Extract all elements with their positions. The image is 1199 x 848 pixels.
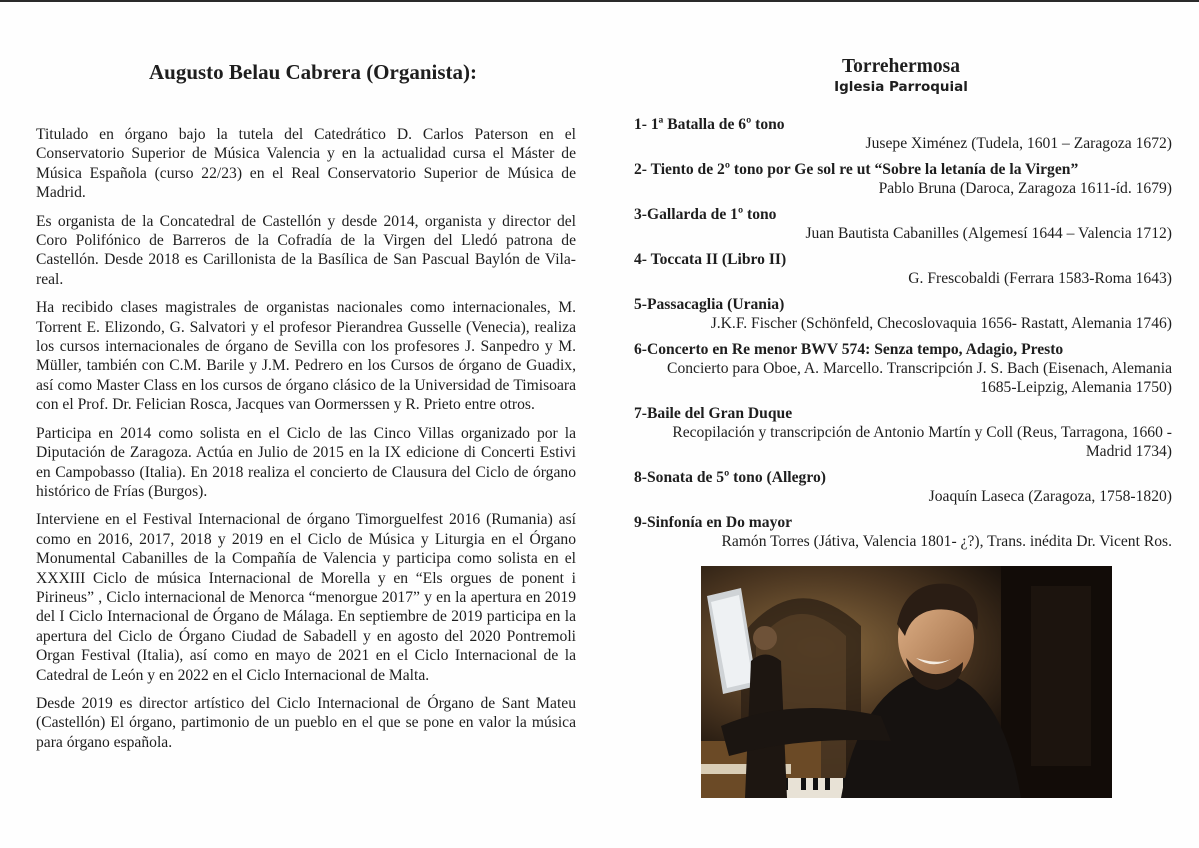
bio-paragraph-1: Titulado en órgano bajo la tutela del Catedrático D. Carlos Paterson en el Conservatorio Superior de Música Valencia y en la actualidad cursa el Máster de Música Española (curso 22/23) en el Real Conservatorio Superior de Música de Madrid. (36, 126, 576, 202)
piece-title: 2- Tiento de 2º tono por Ge sol re ut “Sobre la letanía de la Virgen” (634, 161, 1079, 178)
program-item (634, 205, 1172, 243)
program-item (634, 250, 1172, 288)
piece-title: 7-Baile del Gran Duque (634, 405, 793, 422)
bio-paragraph-3: Ha recibido clases magistrales de organistas nacionales como internacionales, M. Torrent E. Elizondo, G. Salvatori y el profesor Pierandrea Gusselle (Venecia), realiza los cursos internacionales de órgano de Sevilla con los profesores J. Sanpedro y M. Müller, también con C.M. Barile y J.M. Pedrero en los Cursos de órgano de Guadix, así como Master Class en los cursos de órgano clásico de la Universidad de Timisoara con el Prof. Dr. Felician Rosca, Jacques van Oormerssen y R. Prieto entre otros. (36, 299, 576, 414)
venue-title: Torrehermosa (841, 56, 961, 77)
biography-column (36, 60, 576, 761)
piece-title: 1- 1ª Batalla de 6º tono (634, 116, 785, 133)
piece-title: 6-Concerto en Re menor BWV 574: Senza tempo, Adagio, Presto (634, 341, 1064, 358)
program-list (634, 115, 1172, 551)
piece-composer: J.K.F. Fischer (Schönfeld, Checoslovaquia 1656- Rastatt, Alemania 1746) (710, 315, 1172, 332)
program-item (634, 513, 1172, 551)
program-item (634, 295, 1172, 333)
piece-composer: Joaquín Laseca (Zaragoza, 1758-1820) (928, 488, 1172, 505)
program-item (634, 340, 1172, 397)
bio-paragraph-4: Participa en 2014 como solista en el Ciclo de las Cinco Villas organizado por la Diputación de Zaragoza. Actúa en Julio de 2015 en la IX edicione di Concerti Estivi en Campobasso (Italia). En 2018 realiza el concierto de Clausura del Ciclo de órgano histórico de Frías (Burgos). (36, 424, 576, 500)
organist-heading: Augusto Belau Cabrera (Organista): (148, 60, 478, 84)
program-column (634, 56, 1172, 558)
organist-photo (701, 566, 1112, 798)
piece-title: 3-Gallarda de 1º tono (634, 206, 777, 223)
piece-composer: Jusepe Ximénez (Tudela, 1601 – Zaragoza 1672) (865, 135, 1172, 152)
bio-paragraph-6: Desde 2019 es director artístico del Ciclo Internacional de Órgano de Sant Mateu (Castellón) El órgano, partimonio de un pueblo en el que se pone en valor la música para órgano española. (36, 694, 576, 751)
piece-title: 5-Passacaglia (Urania) (634, 296, 785, 313)
piece-composer: G. Frescobaldi (Ferrara 1583-Roma 1643) (908, 270, 1172, 287)
program-item (634, 160, 1172, 198)
piece-composer: Juan Bautista Cabanilles (Algemesí 1644 – Valencia 1712) (805, 225, 1172, 242)
piece-composer: Concierto para Oboe, A. Marcello. Transcripción J. S. Bach (Eisenach, Alemania 1685-Leipzig, Alemania 1750) (667, 360, 1172, 396)
piece-title: 9-Sinfonía en Do mayor (634, 514, 793, 531)
program-item (634, 115, 1172, 153)
venue-subtitle: Iglesia Parroquial (834, 79, 968, 95)
piece-composer: Ramón Torres (Játiva, Valencia 1801- ¿?), Trans. inédita Dr. Vicent Ros. (721, 533, 1172, 550)
program-item (634, 404, 1172, 461)
top-border (0, 0, 1199, 2)
piece-composer: Pablo Bruna (Daroca, Zaragoza 1611-íd. 1679) (878, 180, 1172, 197)
piece-composer: Recopilación y transcripción de Antonio Martín y Coll (Reus, Tarragona, 1660 - Madrid 1734) (672, 424, 1172, 460)
organist-photo-illustration (701, 566, 1112, 798)
piece-title: 4- Toccata II (Libro II) (634, 251, 787, 268)
program-item (634, 468, 1172, 506)
piece-title: 8-Sonata de 5º tono (Allegro) (634, 469, 826, 486)
bio-paragraph-2: Es organista de la Concatedral de Castellón y desde 2014, organista y director del Coro Polifónico de Barreros de la Cofradía de la Virgen del Lledó patrona de Castellón. Desde 2018 es Carillonista de la Basílica de San Pascual Baylón de Vila-real. (36, 212, 576, 288)
bio-paragraph-5: Interviene en el Festival Internacional de órgano Timorguelfest 2016 (Rumania) así como en 2016, 2017, 2018 y 2019 en el Ciclo de Música y Liturgia en el Órgano Monumental Cabanilles de la Compañía de Valencia y participa como solista en el XXXIII Ciclo de música Internacional de Morella y en “Els orgues de ponent i Pirineus” , Ciclo internacional de Menorca “menorgue 2017” y en la apertura en 2019 del I Ciclo Internacional de Órgano de Málaga. En septiembre de 2019 participa en la apertura del Ciclo de Órgano Ciudad de Sabadell y en agosto del 2020 Pontremoli Organ Festival (Italia), así como en mayo de 2021 en el Ciclo Internacional de la Catedral de León y en 2022 en el Ciclo Internacional de Malta. (36, 511, 576, 684)
